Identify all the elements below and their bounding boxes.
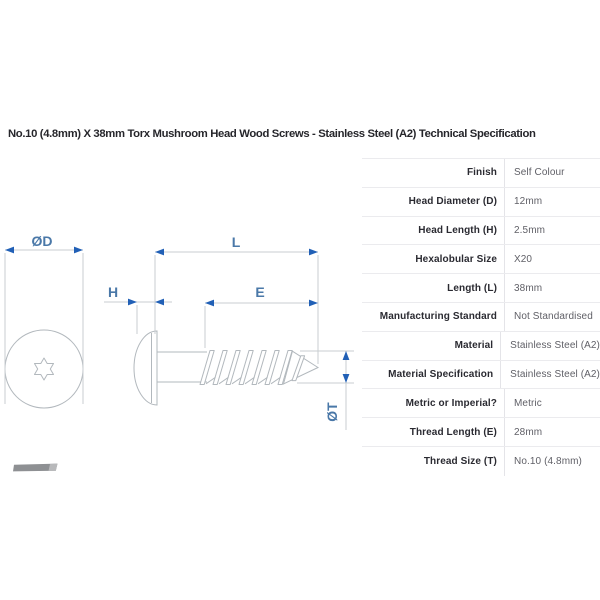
arrowhead-down-icon <box>343 374 350 383</box>
spec-table-row <box>362 361 600 390</box>
spec-label: Hexalobular Size <box>362 245 505 273</box>
arrowhead-left-icon <box>155 299 164 306</box>
screw-side-view <box>134 331 318 405</box>
spec-table-row <box>362 332 600 361</box>
dimension-label-length: L <box>231 234 241 250</box>
screw-head-front-view <box>5 330 83 408</box>
spec-table-row <box>362 303 600 332</box>
screw-head-profile <box>134 331 157 405</box>
arrowhead-left-icon <box>205 300 214 307</box>
dimension-thread-length <box>205 284 318 348</box>
spec-label: Head Diameter (D) <box>362 188 505 216</box>
spec-table-row <box>362 217 600 246</box>
spec-label: Length (L) <box>362 274 505 302</box>
spec-value: No.10 (4.8mm) <box>514 455 582 467</box>
spec-value: Metric <box>514 397 542 409</box>
spec-label: Metric or Imperial? <box>362 389 505 417</box>
spec-value: Self Colour <box>514 167 565 179</box>
arrowhead-up-icon <box>343 351 350 360</box>
spec-table-row <box>362 389 600 418</box>
spec-table <box>362 158 600 476</box>
arrowhead-right-icon <box>309 300 318 307</box>
thread-crests <box>200 351 292 385</box>
arrowhead-left-icon <box>5 247 14 254</box>
spec-value: 12mm <box>514 196 543 208</box>
spec-table-row <box>362 159 600 188</box>
spec-label: Thread Size (T) <box>362 447 505 476</box>
spec-table-row <box>362 245 600 274</box>
dimension-label-head-length: H <box>107 284 119 300</box>
spec-value: Stainless Steel (A2) <box>510 368 600 380</box>
dimension-label-thread-length: E <box>255 284 265 300</box>
scale-bar <box>13 464 58 472</box>
spec-table-row <box>362 447 600 476</box>
spec-value: 2.5mm <box>514 224 546 236</box>
spec-value: Not Standardised <box>514 311 593 323</box>
page-title: No.10 (4.8mm) X 38mm Torx Mushroom Head Wood Screws - Stainless Steel (A2) Technical Specification <box>8 128 536 140</box>
spec-table-row <box>362 188 600 217</box>
spec-label: Finish <box>362 159 505 187</box>
dimension-label-head-diameter: ØD <box>31 233 53 249</box>
spec-table-row <box>362 274 600 303</box>
dimension-label-thread-size: ØT <box>324 402 340 422</box>
spec-value: X20 <box>514 253 533 265</box>
arrowhead-right-icon <box>128 299 137 306</box>
spec-value: 28mm <box>514 426 543 438</box>
spec-label: Manufacturing Standard <box>362 303 505 331</box>
spec-label: Head Length (H) <box>362 217 505 245</box>
dimension-length <box>155 234 318 364</box>
spec-value: 38mm <box>514 282 543 294</box>
dimension-head-length <box>104 284 172 334</box>
spec-label: Thread Length (E) <box>362 418 505 446</box>
arrowhead-right-icon <box>74 247 83 254</box>
arrowhead-right-icon <box>309 249 318 256</box>
spec-label: Material Specification <box>362 361 501 389</box>
arrowhead-left-icon <box>155 249 164 256</box>
spec-label: Material <box>362 332 501 360</box>
spec-value: Stainless Steel (A2) <box>510 340 600 352</box>
spec-table-row <box>362 418 600 447</box>
